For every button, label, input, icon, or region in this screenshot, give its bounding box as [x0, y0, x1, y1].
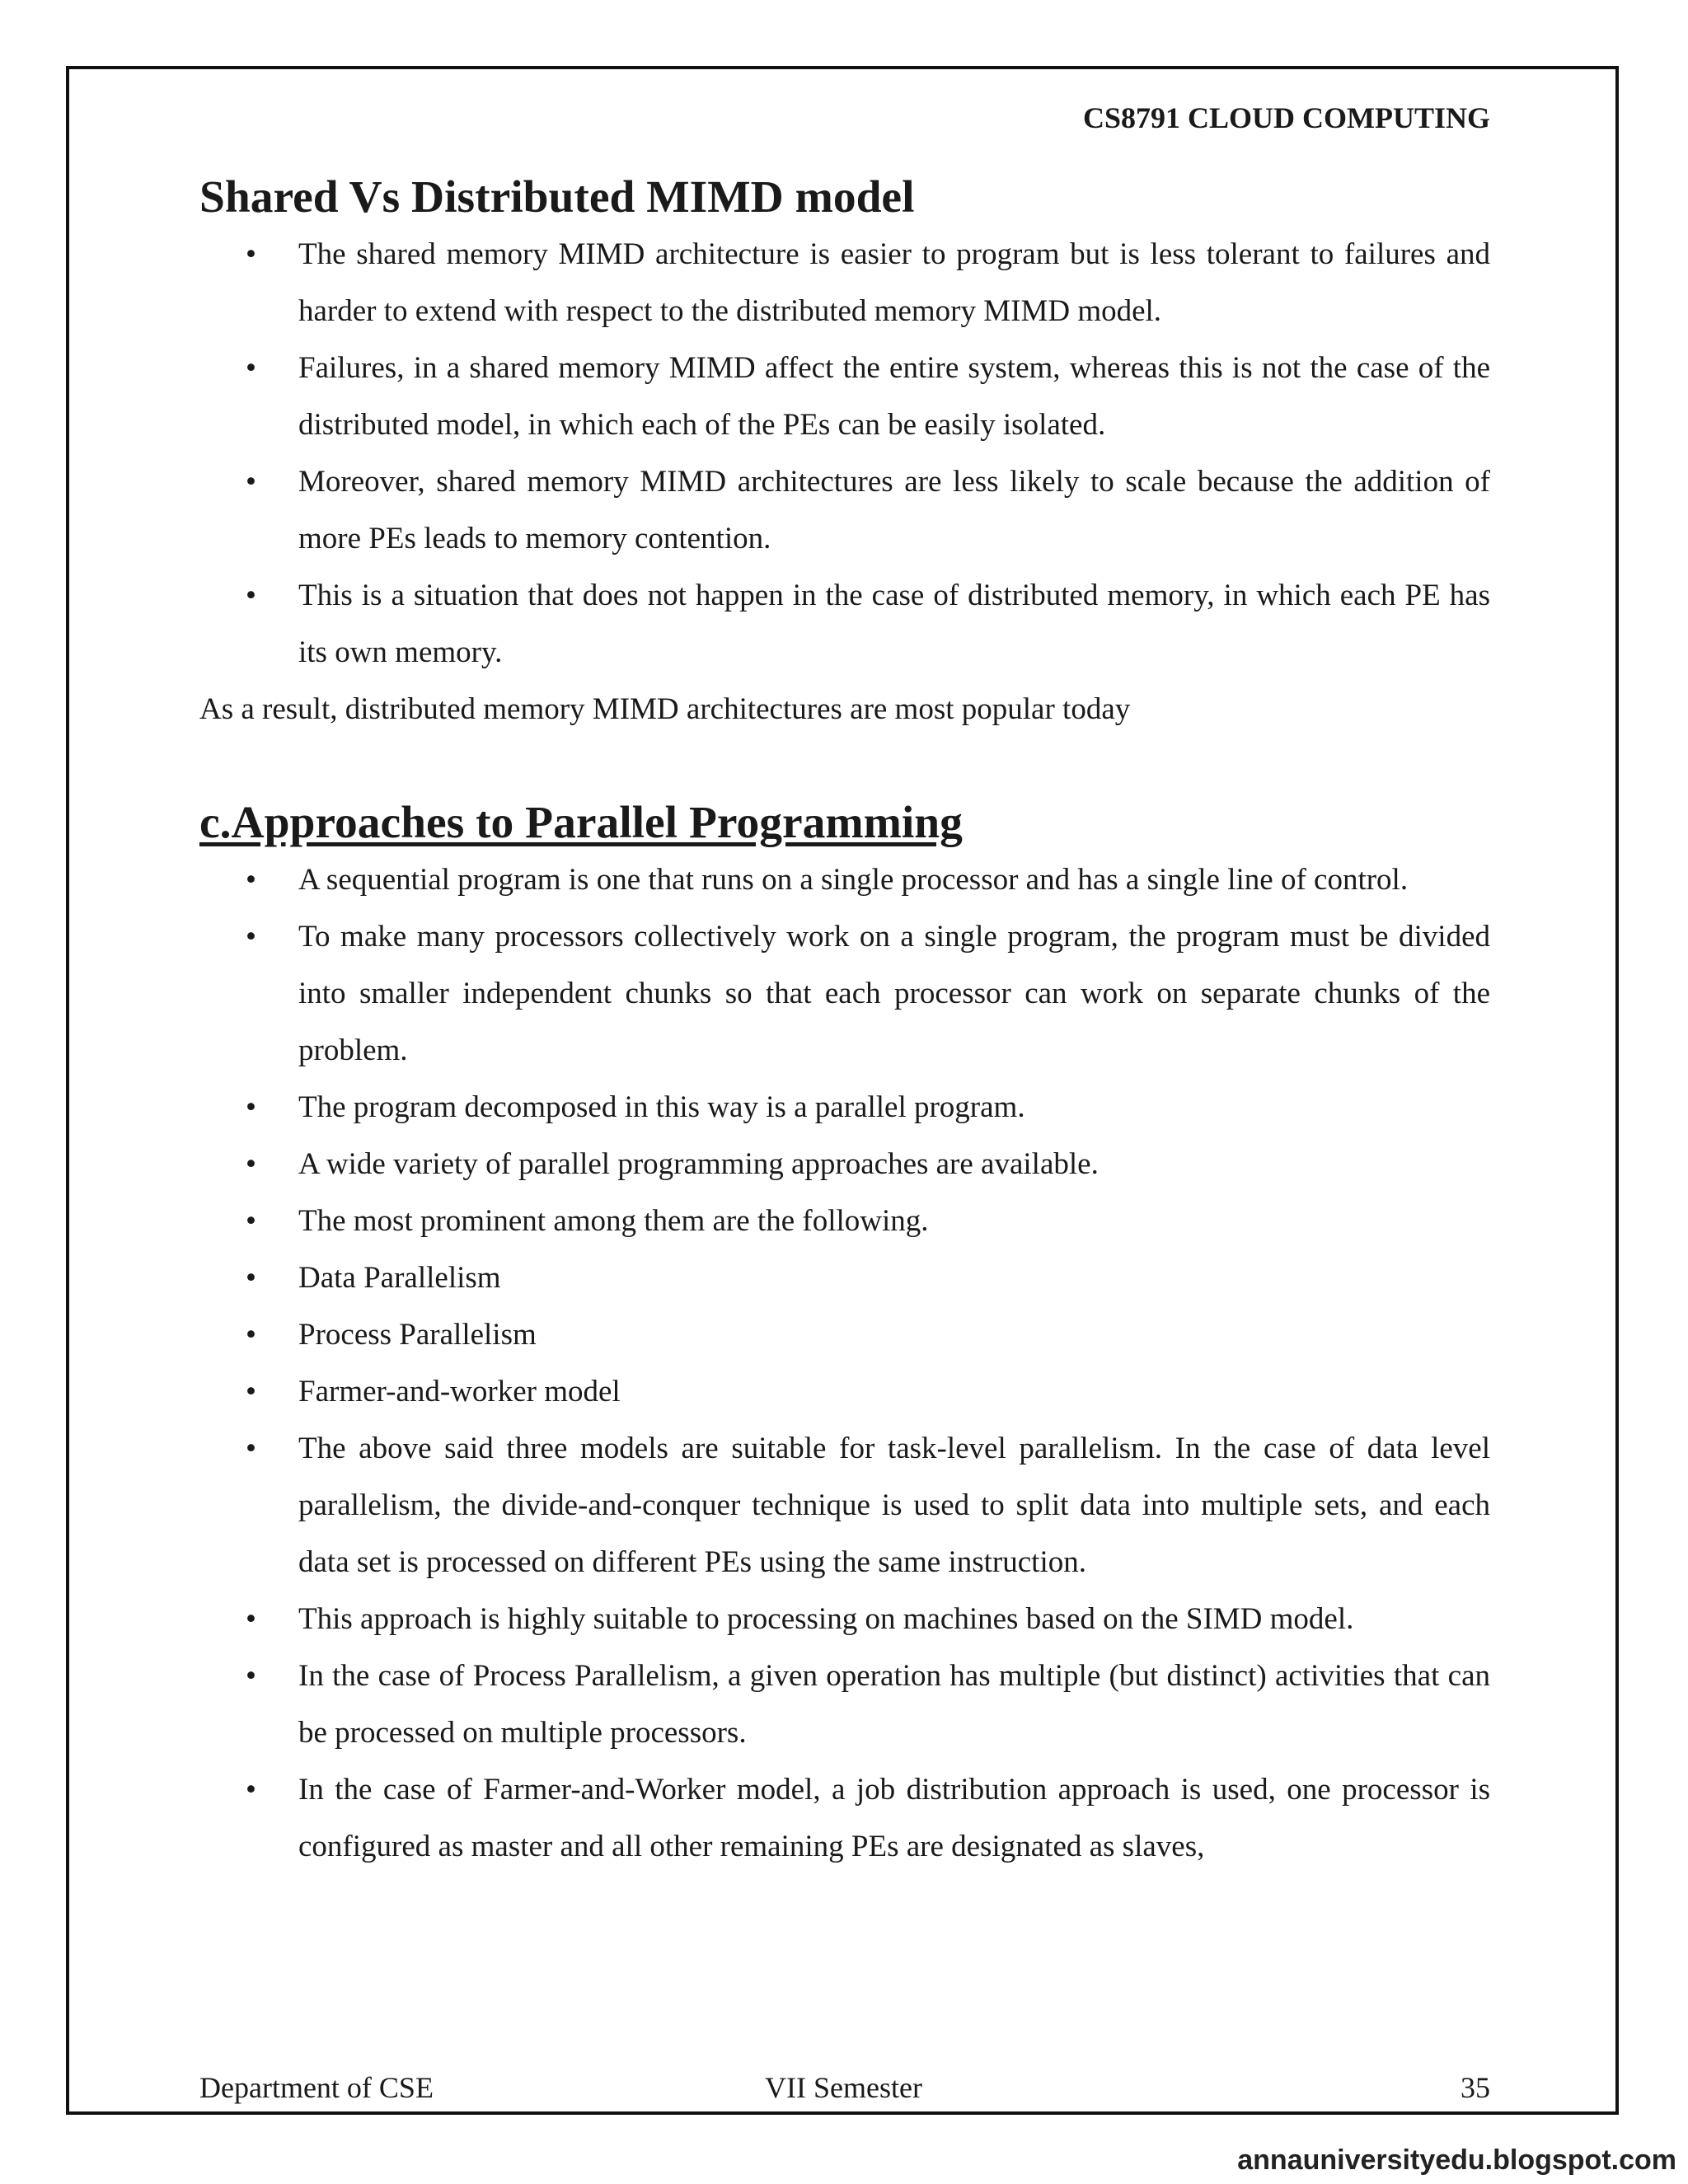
footer-department: Department of CSE: [199, 2071, 434, 2104]
list-item-text: This approach is highly suitable to processing on machines based on the SIMD model.: [298, 1602, 1354, 1636]
list-item-text: A sequential program is one that runs on a single processor and has a single line of control.: [298, 863, 1409, 897]
bullet-icon: •: [246, 920, 256, 954]
list-item-text: The above said three models are suitable for task-level parallelism. In the case of data level parallelism, the divide-and-conquer technique is used to split data into multiple sets, and each data set is processed on different PEs using the same instruction.: [298, 1432, 1490, 1579]
list-item-text: Failures, in a shared memory MIMD affect the entire system, whereas this is not the case of the distributed model, in which each of the PEs can be easily isolated.: [298, 351, 1490, 442]
footer-page-number: 35: [1461, 2071, 1490, 2104]
bullet-icon: •: [246, 1147, 256, 1181]
footer-semester: VII Semester: [765, 2071, 922, 2104]
list-item: [199, 1363, 1490, 1420]
bullet-list-mimd: [199, 226, 1490, 681]
list-item-text: A wide variety of parallel programming approaches are available.: [298, 1147, 1099, 1181]
conclusion-paragraph: As a result, distributed memory MIMD architectures are most popular today: [199, 692, 1131, 726]
list-item: [199, 1079, 1490, 1136]
list-item: [199, 1249, 1490, 1306]
list-item-text: This is a situation that does not happen in the case of distributed memory, in which each PE has its own memory.: [298, 579, 1490, 669]
list-item: [199, 1136, 1490, 1193]
list-item-text: The most prominent among them are the following.: [298, 1204, 929, 1238]
bullet-icon: •: [246, 237, 256, 271]
list-item: [199, 908, 1490, 1079]
section-spacer: [199, 738, 1490, 794]
course-title-header: CS8791 CLOUD COMPUTING: [1082, 101, 1490, 134]
bullet-list-parallel-programming: [199, 851, 1490, 1875]
list-item: [199, 1420, 1490, 1591]
bullet-icon: •: [246, 1432, 256, 1465]
list-item: [199, 567, 1490, 681]
list-item: [199, 1193, 1490, 1249]
section-heading-parallel-programming: c.Approaches to Parallel Programming: [199, 798, 963, 848]
bullet-icon: •: [246, 465, 256, 499]
list-item: [199, 1306, 1490, 1363]
bullet-icon: •: [246, 1090, 256, 1124]
list-item-text: The shared memory MIMD architecture is easier to program but is less tolerant to failures and harder to extend with respect to the distributed memory MIMD model.: [298, 237, 1490, 328]
bullet-icon: •: [246, 1204, 256, 1238]
list-item-text: To make many processors collectively work on a single program, the program must be divided into smaller independent chunks so that each processor can work on separate chunks of the problem.: [298, 920, 1490, 1067]
bullet-icon: •: [246, 1659, 256, 1693]
bullet-icon: •: [246, 1773, 256, 1807]
bullet-icon: •: [246, 863, 256, 897]
list-item: [199, 851, 1490, 908]
bullet-icon: •: [246, 1602, 256, 1636]
list-item-text: In the case of Process Parallelism, a given operation has multiple (but distinct) activities that can be processed on multiple processors.: [298, 1659, 1490, 1750]
bullet-icon: •: [246, 579, 256, 612]
page-content: [199, 169, 1490, 1875]
list-item: [199, 340, 1490, 453]
list-item: [199, 453, 1490, 567]
list-item: [199, 226, 1490, 340]
list-item-text: The program decomposed in this way is a parallel program.: [298, 1090, 1025, 1124]
list-item-text: Moreover, shared memory MIMD architectures are less likely to scale because the addition of more PEs leads to memory contention.: [298, 465, 1490, 555]
list-item-text: Farmer-and-worker model: [298, 1375, 621, 1408]
list-item: [199, 1591, 1490, 1647]
list-item: [199, 1647, 1490, 1761]
watermark-url: annauniversityedu.blogspot.com: [1237, 2144, 1676, 2176]
bullet-icon: •: [246, 1261, 256, 1295]
section-heading-shared-vs-distributed: Shared Vs Distributed MIMD model: [199, 172, 915, 223]
page-footer: [199, 2070, 1490, 2111]
bullet-icon: •: [246, 1375, 256, 1408]
bullet-icon: •: [246, 1318, 256, 1352]
list-item-text: Data Parallelism: [298, 1261, 501, 1295]
list-item-text: Process Parallelism: [298, 1318, 537, 1352]
bullet-icon: •: [246, 351, 256, 385]
list-item: [199, 1761, 1490, 1875]
list-item-text: In the case of Farmer-and-Worker model, a job distribution approach is used, one processor is configured as master and all other remaining PEs are designated as slaves,: [298, 1773, 1490, 1863]
